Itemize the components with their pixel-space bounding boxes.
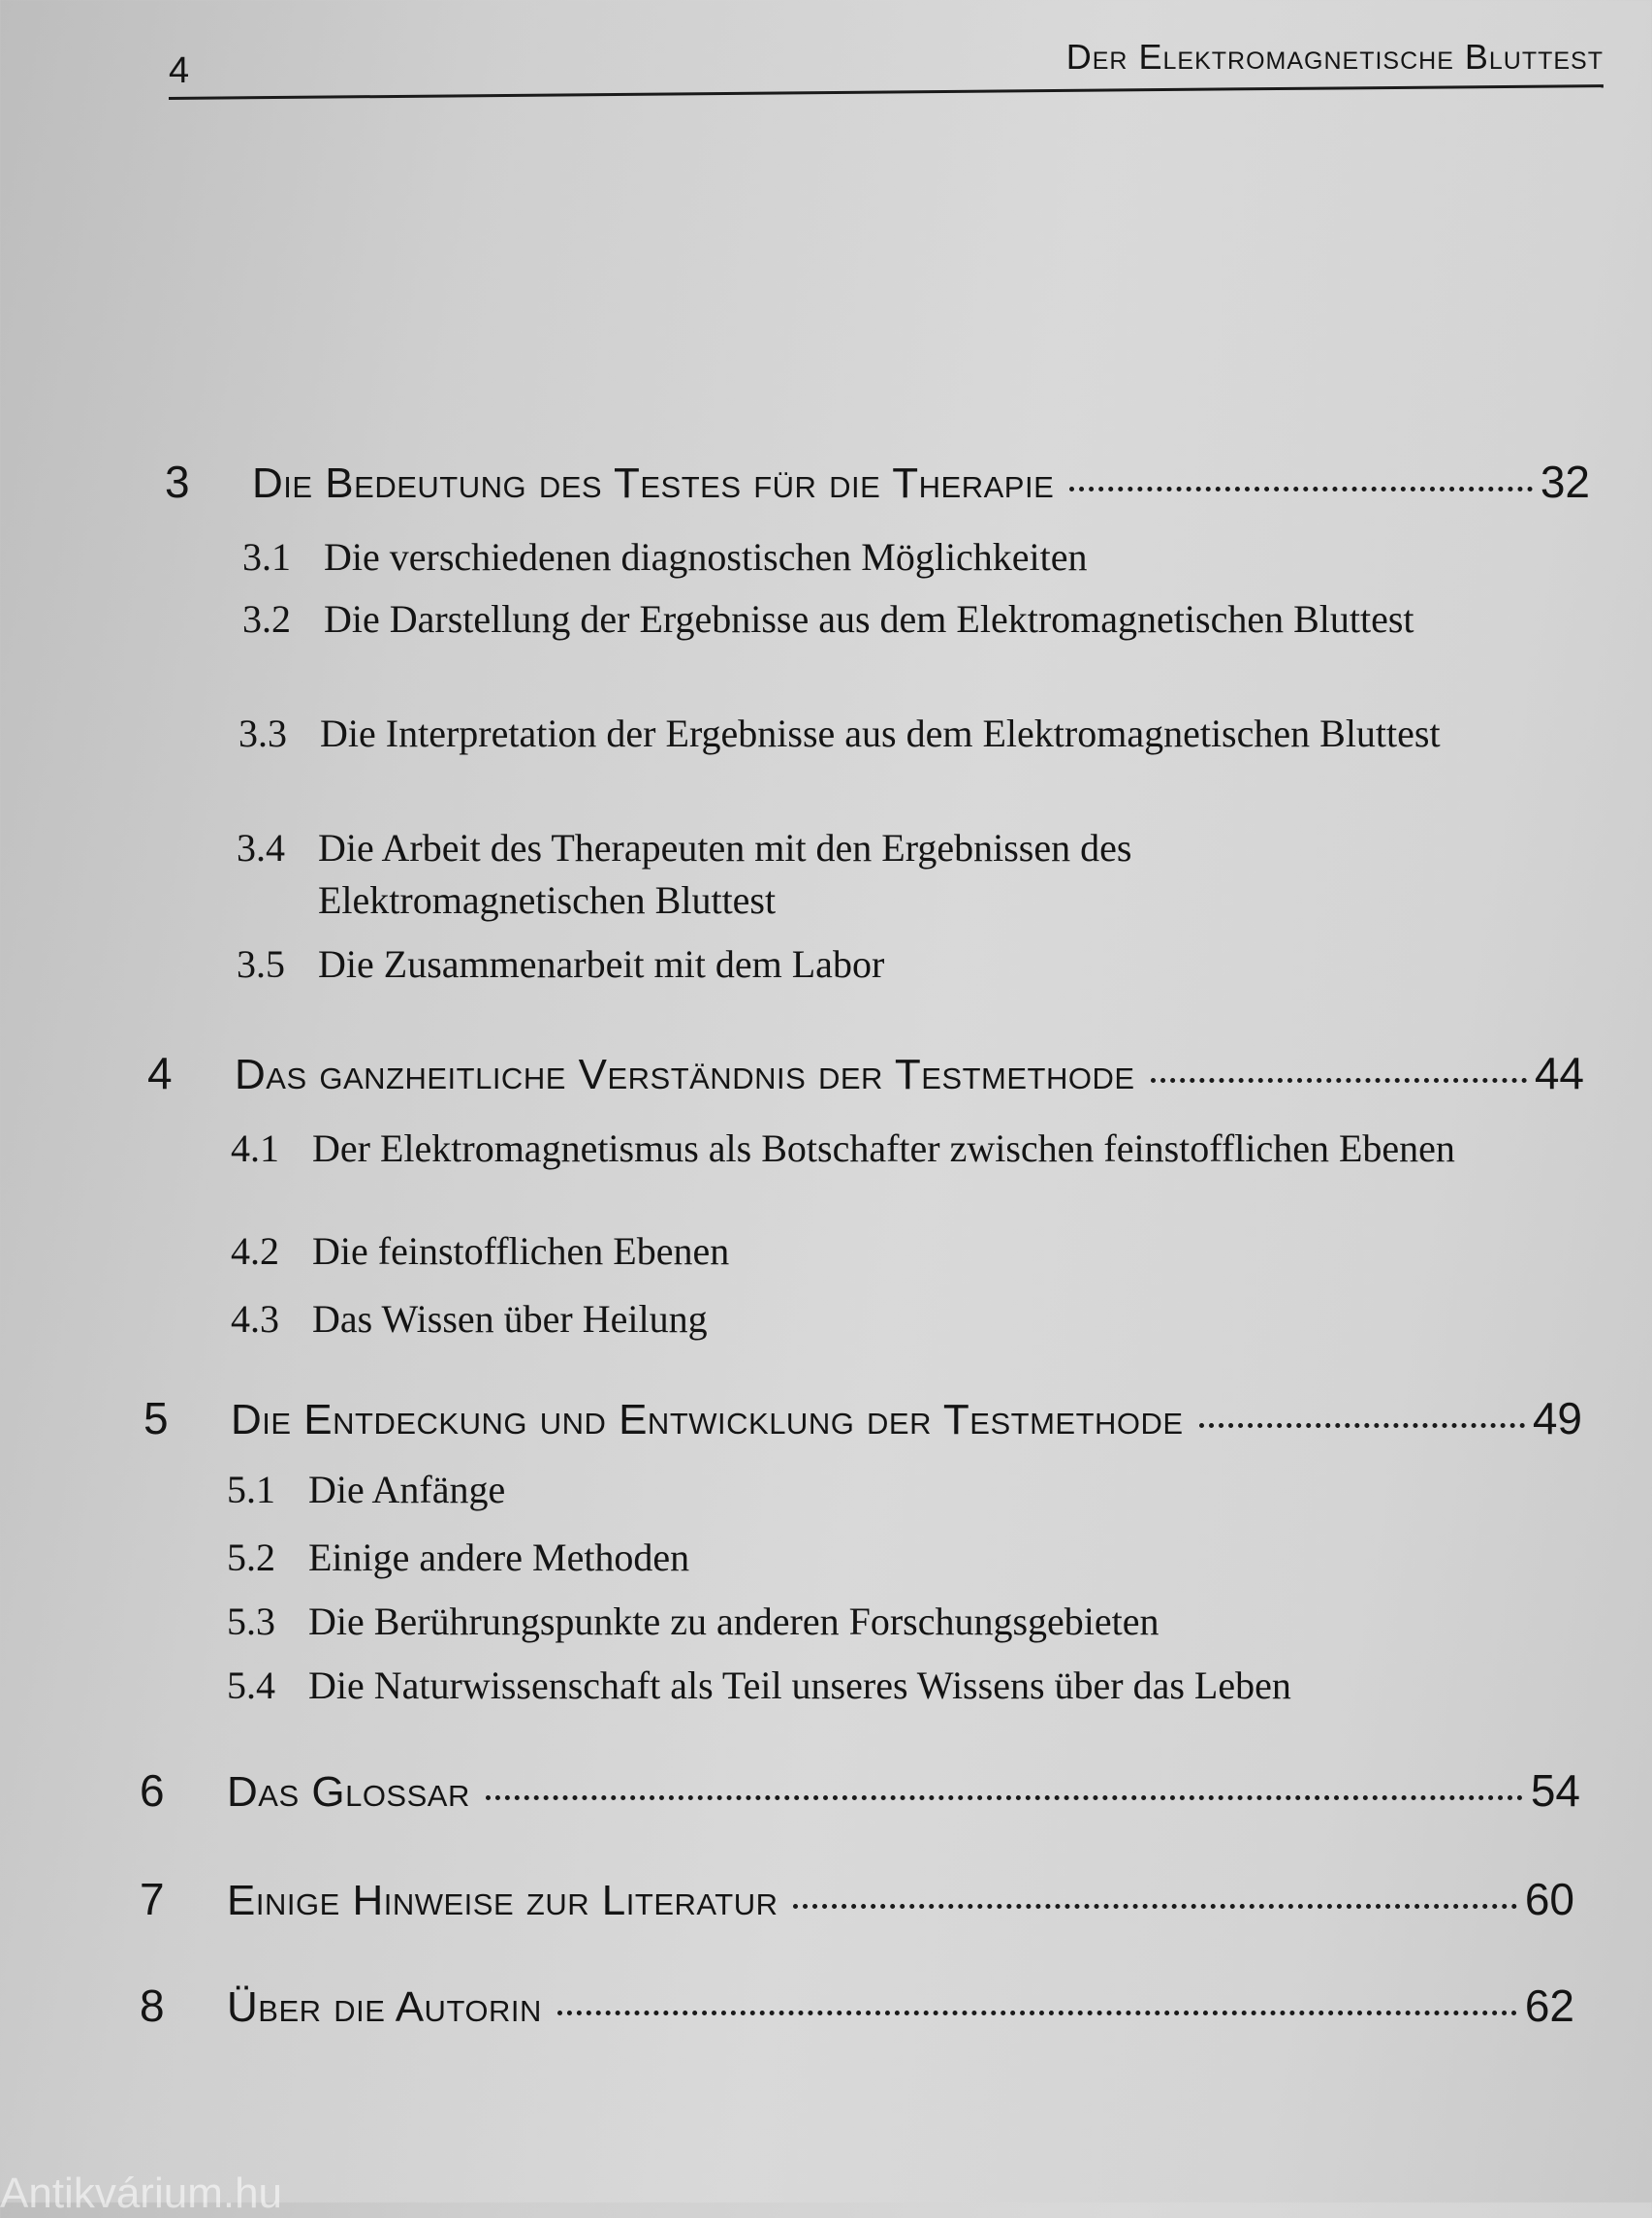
toc-section	[227, 1532, 1487, 1584]
chapter-page: 54	[1530, 1765, 1580, 1816]
dot-leader	[1199, 1423, 1525, 1428]
toc-section	[227, 1596, 1545, 1648]
toc-section	[238, 708, 1499, 760]
toc-section	[242, 593, 1503, 646]
section-title: Die feinstofflichen Ebenen	[312, 1229, 730, 1273]
dot-leader	[793, 1904, 1516, 1909]
chapter-title: Das ganzheitliche Verständnis der Testmethode	[235, 1051, 1135, 1098]
section-number: 4.3	[231, 1297, 279, 1341]
chapter-number: 3	[165, 457, 190, 507]
chapter-page: 44	[1534, 1048, 1584, 1098]
section-title: Die Darstellung der Ergebnisse aus dem Elektromagnetischen Bluttest	[324, 597, 1414, 641]
chapter-title: Über die Autorin	[227, 1983, 542, 2031]
section-number: 3.2	[242, 597, 291, 641]
toc-section	[227, 1660, 1604, 1712]
chapter-page: 49	[1532, 1393, 1582, 1443]
toc-chapter	[140, 1873, 1574, 1925]
section-number: 5.4	[227, 1664, 275, 1707]
section-title: Die Zusammenarbeit mit dem Labor	[318, 942, 885, 986]
dot-leader	[486, 1795, 1523, 1800]
section-title: Die Berührungspunkte zu anderen Forschungsgebieten	[308, 1600, 1160, 1643]
running-head-title: Der Elektromagnetische Bluttest	[1065, 37, 1604, 77]
toc-chapter	[140, 1764, 1580, 1817]
chapter-page: 62	[1524, 1980, 1574, 2031]
chapter-number: 8	[140, 1980, 165, 2031]
section-title: Die verschiedenen diagnostischen Möglichkeiten	[324, 535, 1088, 579]
chapter-number: 4	[147, 1048, 173, 1098]
toc-chapter	[143, 1392, 1582, 1444]
toc-section	[242, 531, 1503, 584]
chapter-title: Einige Hinweise zur Literatur	[227, 1877, 778, 1924]
toc-section	[231, 1225, 1491, 1278]
chapter-number: 7	[140, 1874, 165, 1924]
section-title: Die Naturwissenschaft als Teil unseres Wissens über das Leben	[308, 1664, 1291, 1707]
toc-chapter	[165, 456, 1590, 508]
section-title: Die Arbeit des Therapeuten mit den Ergebnissen des Elektromagnetischen Bluttest	[318, 826, 1132, 922]
toc-section	[227, 1464, 1487, 1516]
section-number: 5.2	[227, 1536, 275, 1579]
chapter-title: Die Bedeutung des Testes für die Therapie	[252, 459, 1055, 507]
dot-leader	[557, 2011, 1517, 2015]
section-number: 5.1	[227, 1468, 275, 1511]
section-title: Die Interpretation der Ergebnisse aus dem Elektromagnetischen Bluttest	[320, 712, 1441, 755]
chapter-title: Das Glossar	[227, 1768, 470, 1816]
section-number: 3.1	[242, 535, 291, 579]
watermark: Antikvárium.hu	[0, 2170, 283, 2217]
toc-section	[231, 1123, 1520, 1175]
section-title: Die Anfänge	[308, 1468, 506, 1511]
section-number: 4.2	[231, 1229, 279, 1273]
chapter-number: 5	[143, 1393, 169, 1443]
dot-leader	[1151, 1078, 1527, 1083]
toc-section	[237, 822, 1351, 927]
dot-leader	[1069, 487, 1533, 491]
section-number: 4.1	[231, 1126, 279, 1170]
page-number: 4	[169, 50, 190, 91]
toc-chapter	[147, 1047, 1584, 1099]
section-number: 5.3	[227, 1600, 275, 1643]
section-title: Das Wissen über Heilung	[312, 1297, 708, 1341]
section-title: Der Elektromagnetismus als Botschafter zwischen feinstofflichen Ebenen	[312, 1126, 1455, 1170]
toc-chapter	[140, 1980, 1574, 2032]
section-title: Einige andere Methoden	[308, 1536, 690, 1579]
section-number: 3.5	[237, 942, 285, 986]
section-number: 3.3	[238, 712, 287, 755]
chapter-title: Die Entdeckung und Entwicklung der Testmethode	[231, 1396, 1184, 1443]
chapter-page: 60	[1524, 1874, 1574, 1924]
section-number: 3.4	[237, 826, 285, 870]
toc-section	[231, 1293, 1491, 1346]
chapter-number: 6	[140, 1765, 165, 1816]
chapter-page: 32	[1540, 457, 1590, 507]
toc-section	[237, 938, 1497, 991]
